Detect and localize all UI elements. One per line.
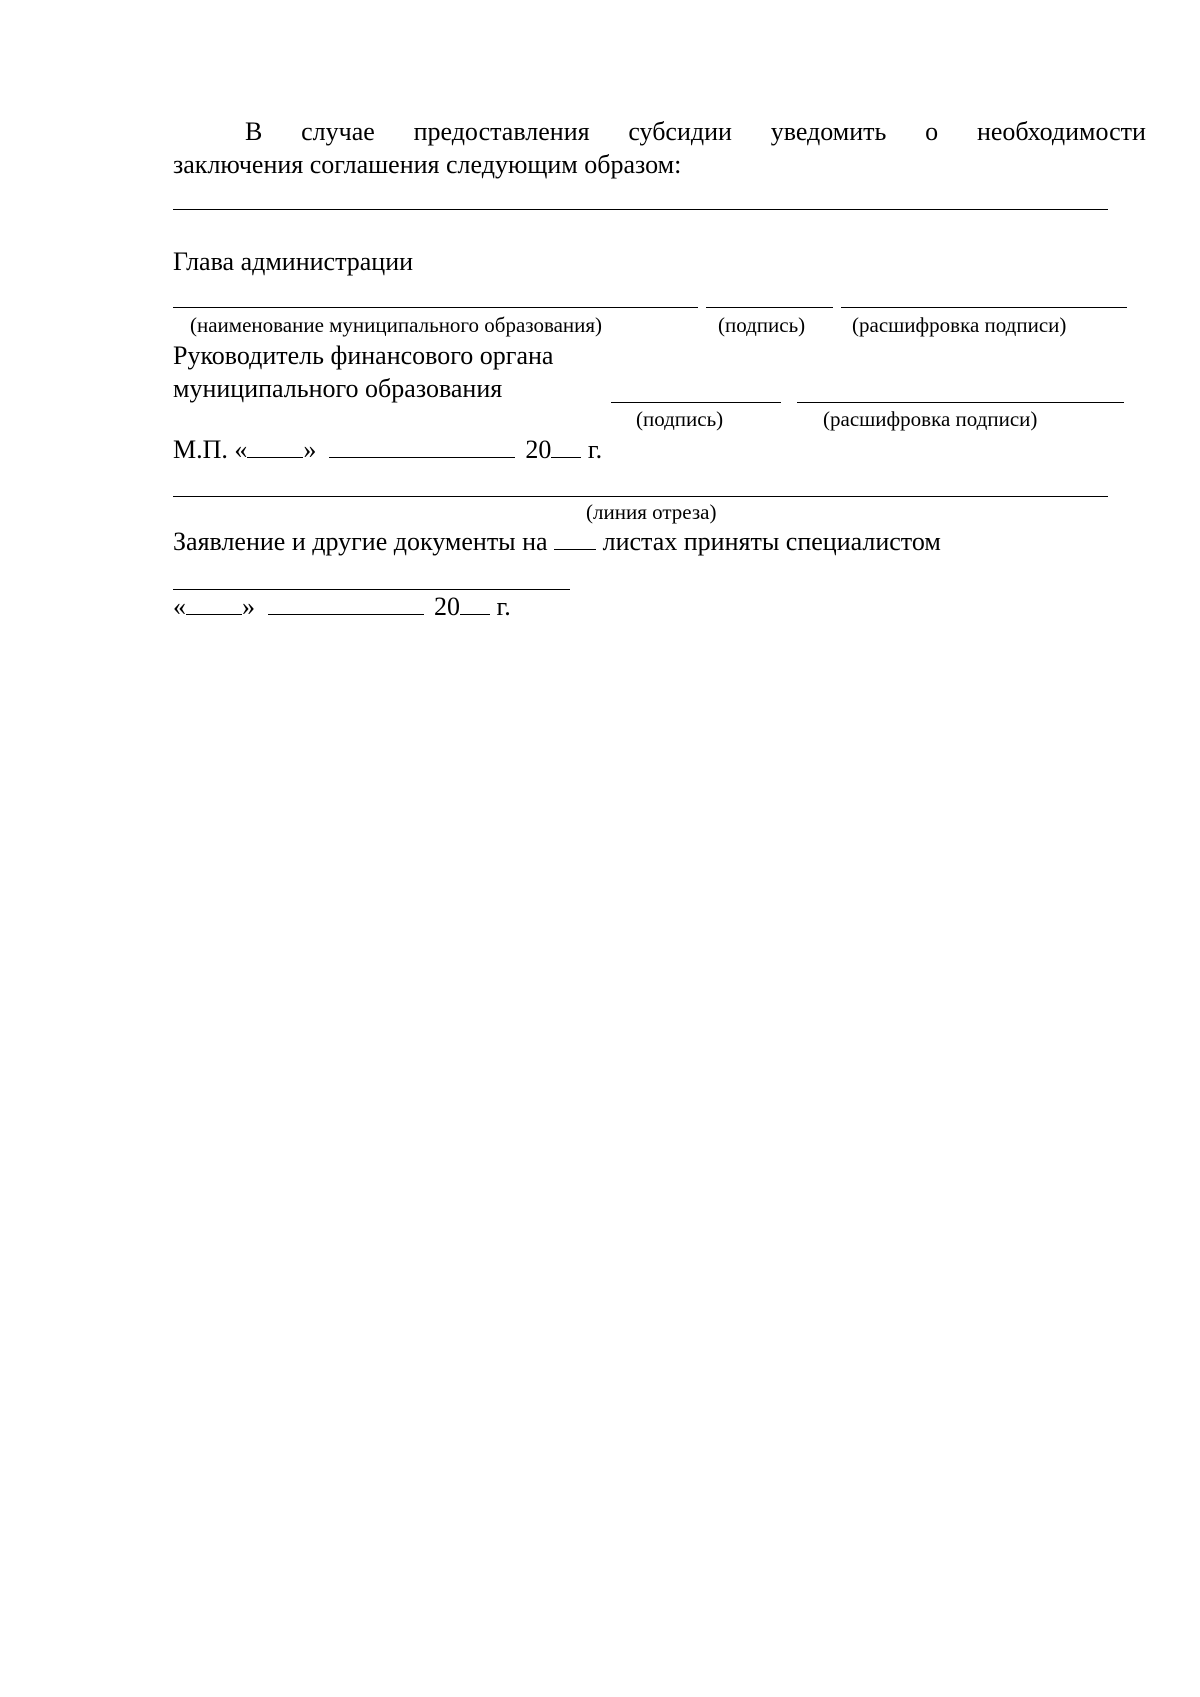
finance-signature-line [611,402,781,403]
caption-cut-line: (линия отреза) [586,500,717,524]
month-blank [329,435,515,458]
paragraph-word: субсидии [628,117,732,146]
finance-title-line-1: Руководитель финансового органа [173,341,554,370]
receipt-line [173,527,941,557]
caption-head-signature: (подпись) [718,313,806,337]
caption-finance-decoding: (расшифровка подписи) [823,407,1038,431]
year-suffix: г. [581,435,603,464]
paragraph-word: В [245,117,263,146]
head-signature-line [706,307,833,308]
cut-line [173,496,1108,497]
close-quote: » [242,592,255,621]
year-prefix: 20 [525,435,552,464]
sheets-count-blank [554,527,596,550]
open-quote: « [173,592,186,621]
receipt-suffix: листах приняты специалистом [596,527,941,556]
paragraph-line-2: заключения соглашения следующим образом: [173,150,682,179]
receipt-month-blank [268,592,424,615]
answer-blank-line [173,209,1108,210]
receipt-prefix: Заявление и другие документы на [173,527,555,556]
caption-municipality: (наименование муниципального образования) [190,313,603,337]
caption-head-decoding: (расшифровка подписи) [852,313,1067,337]
receipt-year-prefix: 20 [434,592,460,621]
stamp-label: М.П. « [173,435,248,464]
paragraph-word: предоставления [413,117,590,146]
year-blank [551,435,581,458]
paragraph-word: уведомить [770,117,887,146]
finance-title-line-2: муниципального образования [173,374,503,403]
paragraph-line-1 [173,117,1146,147]
paragraph-word: необходимости [976,117,1146,146]
paragraph-word: о [925,117,939,146]
close-quote: » [303,435,317,464]
municipality-name-line [173,307,698,308]
stamp-date-line [173,435,602,465]
day-blank [247,435,303,458]
receipt-day-blank [186,592,242,615]
receipt-year-suffix: г. [490,592,511,621]
head-title: Глава администрации [173,247,414,276]
receipt-year-blank [460,592,490,615]
finance-decoding-line [797,402,1124,403]
receipt-date-line [173,592,511,622]
paragraph-word: случае [301,117,375,146]
specialist-name-line [173,589,570,590]
head-decoding-line [841,307,1127,308]
caption-finance-signature: (подпись) [636,407,724,431]
